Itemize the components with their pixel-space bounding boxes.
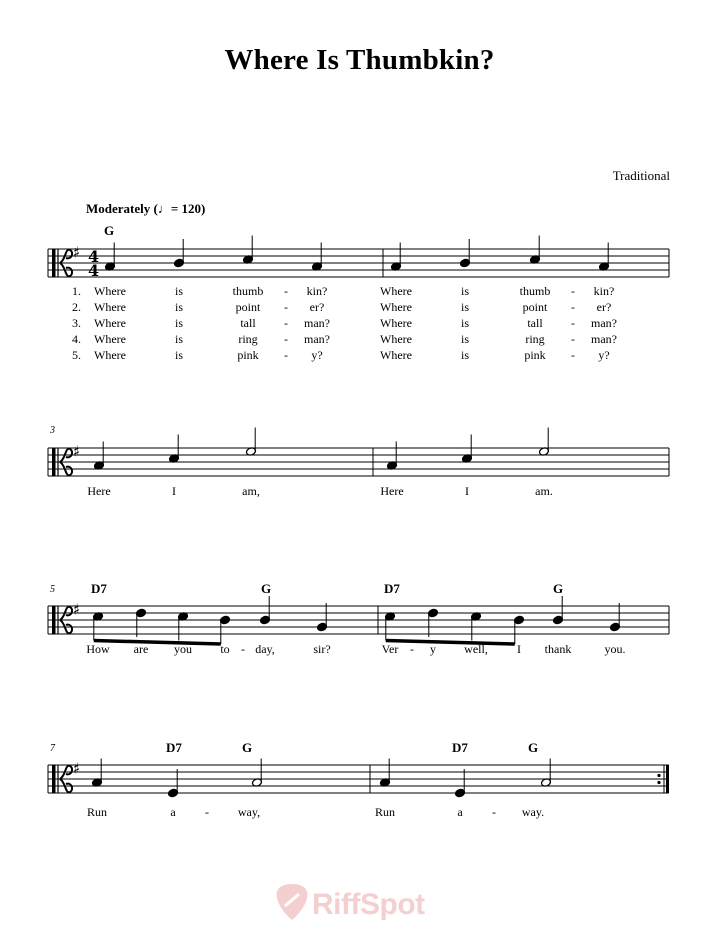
lyric-syllable: Ver <box>381 642 399 656</box>
lyric-syllable: - <box>284 348 288 362</box>
lyric-syllable: are <box>133 642 149 656</box>
lyric-syllable: y? <box>598 348 610 362</box>
lyric-syllable: is <box>460 332 470 346</box>
lyric-syllable: way, <box>237 805 261 819</box>
lyric-syllable: well, <box>464 642 488 656</box>
lyric-syllable: is <box>174 284 184 298</box>
lyric-syllable: day, <box>255 642 275 656</box>
lyric-syllable: Run <box>86 805 108 819</box>
lyric-syllable: er? <box>309 300 325 314</box>
lyric-syllable: - <box>571 300 575 314</box>
final-barline <box>666 765 669 793</box>
lyric-syllable: am, <box>242 484 260 498</box>
chord-symbol: G <box>104 223 115 238</box>
repeat-dot <box>657 774 660 777</box>
lyric-syllable: Where <box>380 332 412 346</box>
measure-number: 7 <box>50 743 55 754</box>
composer-credit: Traditional <box>612 168 670 183</box>
verse-number: 4. <box>72 332 81 346</box>
lyric-syllable: man? <box>304 332 330 346</box>
lyric-syllable: thumb <box>232 284 264 298</box>
time-signature-bottom: 4 <box>88 261 100 280</box>
chord-symbol: G <box>261 581 272 596</box>
chord-symbol: D7 <box>452 740 468 755</box>
lyric-syllable: - <box>410 642 414 656</box>
lyric-syllable: pink <box>524 348 546 362</box>
lyric-syllable: Where <box>94 300 126 314</box>
chord-symbol: G <box>528 740 539 755</box>
sharp-key-signature: ♯ <box>73 442 81 461</box>
lyric-syllable: you <box>174 642 192 656</box>
lyric-syllable: ring <box>525 332 545 346</box>
verse-number: 3. <box>72 316 81 330</box>
lyric-syllable: thank <box>544 642 572 656</box>
sharp-key-signature: ♯ <box>73 243 81 262</box>
lyric-syllable: - <box>284 332 288 346</box>
lyric-syllable: kin? <box>593 284 615 298</box>
lyric-syllable: - <box>284 284 288 298</box>
lyric-syllable: is <box>460 348 470 362</box>
lyric-syllable: a <box>457 805 463 819</box>
alto-clef <box>52 765 56 793</box>
chord-symbol: D7 <box>91 581 107 596</box>
lyric-syllable: man? <box>591 316 617 330</box>
lyric-syllable: Run <box>374 805 396 819</box>
guitar-pick-icon <box>274 882 310 922</box>
sharp-key-signature: ♯ <box>73 759 81 778</box>
lyric-syllable: is <box>460 316 470 330</box>
lyric-syllable: I <box>172 484 176 498</box>
lyric-syllable: er? <box>596 300 612 314</box>
lyric-syllable: Where <box>94 332 126 346</box>
lyric-syllable: sir? <box>313 642 331 656</box>
lyric-syllable: point <box>235 300 261 314</box>
lyric-syllable: is <box>174 316 184 330</box>
lyric-syllable: is <box>174 300 184 314</box>
chord-symbol: D7 <box>384 581 400 596</box>
lyric-syllable: pink <box>237 348 259 362</box>
lyric-syllable: I <box>517 642 521 656</box>
lyric-syllable: Where <box>380 300 412 314</box>
riffspot-logo <box>274 880 449 926</box>
alto-clef <box>52 448 56 476</box>
lyric-syllable: - <box>205 805 209 819</box>
lyric-syllable: to <box>220 642 230 656</box>
lyric-syllable: - <box>492 805 496 819</box>
quarter-note-icon: ♩ <box>157 201 171 216</box>
lyric-syllable: ring <box>238 332 258 346</box>
lyric-syllable: tall <box>240 316 256 330</box>
time-signature-top: 4 <box>88 247 100 266</box>
chord-symbol: G <box>553 581 564 596</box>
lyric-syllable: thumb <box>519 284 551 298</box>
lyric-syllable: Here <box>380 484 404 498</box>
lyric-syllable: Here <box>87 484 111 498</box>
alto-clef <box>52 249 56 277</box>
note-beam <box>94 641 221 645</box>
lyric-syllable: a <box>170 805 176 819</box>
lyric-syllable: man? <box>591 332 617 346</box>
lyric-syllable: y <box>430 642 436 656</box>
tempo-marking: Moderately (♩= 120) <box>86 201 206 216</box>
chord-symbol: D7 <box>166 740 182 755</box>
verse-number: 1. <box>72 284 81 298</box>
lyric-syllable: tall <box>527 316 543 330</box>
lyric-syllable: - <box>571 284 575 298</box>
lyric-syllable: I <box>465 484 469 498</box>
lyric-syllable: is <box>174 348 184 362</box>
lyric-syllable: Where <box>380 348 412 362</box>
lyric-syllable: - <box>571 348 575 362</box>
chord-symbol: G <box>242 740 253 755</box>
tempo-bpm: = 120 <box>170 201 202 216</box>
verse-number: 2. <box>72 300 81 314</box>
lyric-syllable: kin? <box>306 284 328 298</box>
lyric-syllable: man? <box>304 316 330 330</box>
lyric-syllable: Where <box>94 348 126 362</box>
verse-number: 5. <box>72 348 81 362</box>
lyric-syllable: How <box>86 642 110 656</box>
lyric-syllable: - <box>241 642 245 656</box>
lyric-syllable: is <box>174 332 184 346</box>
lyric-syllable: am. <box>535 484 553 498</box>
lyric-syllable: - <box>571 316 575 330</box>
logo-text: RiffSpot <box>312 888 425 921</box>
lyric-syllable: - <box>284 316 288 330</box>
lyric-syllable: - <box>571 332 575 346</box>
lyric-syllable: is <box>460 284 470 298</box>
measure-number: 3 <box>50 425 55 436</box>
lyric-syllable: Where <box>94 284 126 298</box>
lyric-syllable: way. <box>521 805 545 819</box>
tempo-text: Moderately <box>86 201 151 216</box>
lyric-syllable: Where <box>94 316 126 330</box>
alto-clef <box>52 606 56 634</box>
lyric-syllable: - <box>284 300 288 314</box>
measure-number: 5 <box>50 584 55 595</box>
lyric-syllable: Where <box>380 284 412 298</box>
note-beam <box>386 641 515 645</box>
lyric-syllable: y? <box>311 348 323 362</box>
song-title: Where Is Thumbkin? <box>224 44 495 76</box>
repeat-dot <box>657 781 660 784</box>
lyric-syllable: Where <box>380 316 412 330</box>
lyric-syllable: is <box>460 300 470 314</box>
lyric-syllable: point <box>522 300 548 314</box>
sharp-key-signature: ♯ <box>73 600 81 619</box>
lyric-syllable: you. <box>604 642 626 656</box>
